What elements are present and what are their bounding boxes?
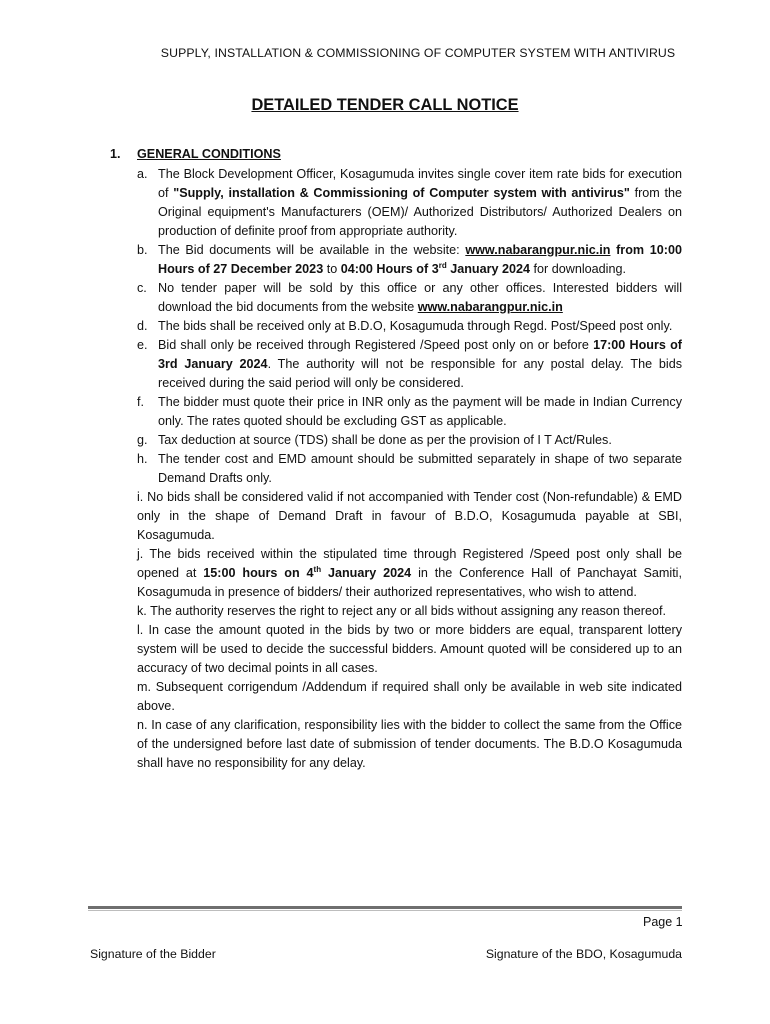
- clause-letter: a.: [137, 167, 148, 181]
- clause-h: [90, 450, 682, 488]
- clause-bold: January 2024: [446, 262, 531, 276]
- clause-e: [90, 336, 682, 393]
- website-link[interactable]: www.nabarangpur.nic.in: [465, 243, 611, 257]
- clause-text: The bids shall be received only at B.D.O, Kosagumuda through Regd. Post/Speed post only.: [158, 319, 673, 333]
- clause-i: [90, 488, 682, 545]
- clause-text: In case of any clarification, responsibility lies with the bidder to collect the same from the Office of the undersigned before last date of submission of tender documents. The B.D.O Kosagumuda shall have no responsibility for any delay.: [137, 718, 682, 770]
- clause-text: to: [323, 262, 341, 276]
- clause-n: [90, 716, 682, 773]
- clause-letter: l.: [137, 623, 144, 637]
- clause-letter: f.: [137, 395, 144, 409]
- clause-k: [90, 602, 682, 621]
- bdo-signature-label: Signature of the BDO, Kosagumuda: [485, 947, 682, 961]
- clause-text: from the Original equipment's Manufacturers (OEM)/ Authorized Distributors/ Authorized Dealers on production of definite proof from appropriate authority.: [158, 186, 682, 238]
- clause-text: Bid shall only be received through Registered /Speed post only on or before: [158, 338, 594, 352]
- document-title: DETAILED TENDER CALL NOTICE: [251, 96, 519, 114]
- clause-bold: 04:00 Hours of 3: [340, 262, 439, 276]
- clause-text: The bidder must quote their price in INR only as the payment will be made in Indian Currency only. The rates quoted should be excluding GST as applicable.: [158, 395, 682, 428]
- bidder-signature-label: Signature of the Bidder: [90, 947, 216, 961]
- clause-text: The Bid documents will be available in the website:: [158, 243, 466, 257]
- footer-divider-thin: [88, 910, 682, 911]
- running-header-text: SUPPLY, INSTALLATION & COMMISSIONING OF COMPUTER SYSTEM WITH ANTIVIRUS: [160, 46, 676, 60]
- clause-bold: 15:00 hours on 4: [203, 566, 314, 580]
- clause-text: The Block Development Officer, Kosagumuda invites single cover item rate bids for execution of: [158, 167, 682, 200]
- clause-m: [90, 678, 682, 716]
- section-title: GENERAL CONDITIONS: [137, 147, 281, 161]
- clause-text: No bids shall be considered valid if not accompanied with Tender cost (Non-refundable) & EMD only in the shape of Demand Draft in favour of B.D.O, Kosagumuda payable at SBI, Kosagumuda.: [137, 490, 682, 542]
- clause-letter: g.: [137, 433, 148, 447]
- clause-letter: j.: [137, 547, 144, 561]
- clause-letter: c.: [137, 281, 147, 295]
- clause-letter: n.: [137, 718, 148, 732]
- clause-letter: k.: [137, 604, 147, 618]
- clause-bold: January 2024: [321, 566, 412, 580]
- clause-text: The bids received within the stipulated time through Registered /Speed post only shall be opened at: [137, 547, 682, 580]
- clause-text: . The authority will not be responsible for any postal delay. The bids received during the said period will only be considered.: [158, 357, 683, 390]
- clause-letter: e.: [137, 338, 148, 352]
- clause-a: [90, 165, 682, 241]
- clause-letter: b.: [137, 243, 148, 257]
- page-number: Page 1: [643, 915, 683, 929]
- website-link[interactable]: www.nabarangpur.nic.in: [417, 300, 563, 314]
- clause-letter: m.: [137, 680, 151, 694]
- clause-bold: "Supply, installation & Commissioning of Computer system with antivirus": [173, 186, 630, 200]
- clause-text: Tax deduction at source (TDS) shall be done as per the provision of I T Act/Rules.: [158, 433, 612, 447]
- clause-j: [90, 545, 682, 602]
- section-heading: [90, 145, 682, 164]
- clause-c: [90, 279, 682, 317]
- clause-superscript: rd: [438, 260, 447, 270]
- clause-bold: from 10:00 Hours of 27 December 2023: [158, 243, 682, 276]
- clause-letter: d.: [137, 319, 148, 333]
- clause-f: [90, 393, 682, 431]
- clause-d: [90, 317, 682, 336]
- clause-text: for downloading.: [530, 262, 626, 276]
- clause-text: in the Conference Hall of Panchayat Samiti, Kosagumuda in presence of bidders/ their authorized representatives, who wish to attend.: [137, 566, 682, 599]
- footer-divider: [88, 906, 682, 909]
- clause-text: The tender cost and EMD amount should be submitted separately in shape of two separate Demand Drafts only.: [158, 452, 682, 485]
- clause-text: In case the amount quoted in the bids by two or more bidders are equal, transparent lottery system will be used to decide the successful bidders. Amount quoted will be considered up to an accuracy of two decimal points in all cases.: [137, 623, 682, 675]
- clause-bold: 17:00 Hours of 3rd January 2024: [158, 338, 683, 371]
- clause-letter: h.: [137, 452, 148, 466]
- clause-b: [90, 241, 682, 279]
- clause-text: Subsequent corrigendum /Addendum if required shall only be available in web site indicated above.: [137, 680, 682, 713]
- running-header: [0, 46, 770, 60]
- section-number: 1.: [110, 147, 121, 161]
- clause-g: [90, 431, 682, 450]
- clause-superscript: th: [313, 564, 322, 574]
- clause-text: The authority reserves the right to reject any or all bids without assigning any reason thereof.: [146, 604, 666, 618]
- clause-l: [90, 621, 682, 678]
- document-body: [90, 145, 682, 773]
- clause-letter: i.: [137, 490, 144, 504]
- clause-text: No tender paper will be sold by this office or any other offices. Interested bidders will download the bid documents from the website: [158, 281, 682, 314]
